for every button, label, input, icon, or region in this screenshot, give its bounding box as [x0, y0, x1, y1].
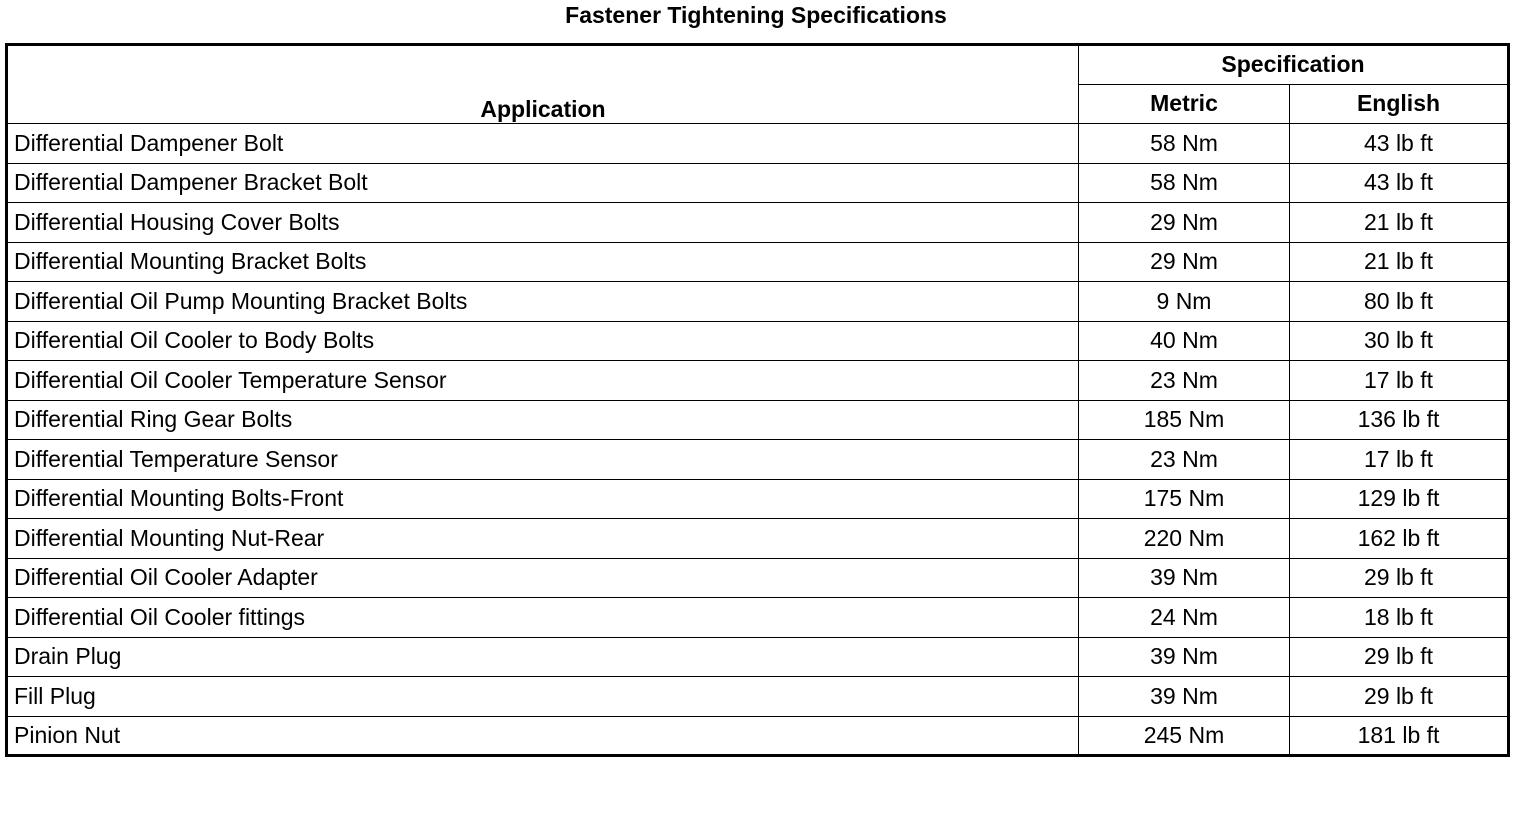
table-row — [7, 321, 1509, 361]
metric-cell: 185 Nm — [1079, 400, 1290, 440]
english-cell: 80 lb ft — [1290, 282, 1509, 322]
application-cell: Differential Oil Pump Mounting Bracket Bolts — [7, 282, 1079, 322]
metric-cell: 245 Nm — [1079, 716, 1290, 756]
english-cell: 129 lb ft — [1290, 479, 1509, 519]
metric-cell: 39 Nm — [1079, 558, 1290, 598]
page-title: Fastener Tightening Specifications — [565, 2, 947, 28]
table-row — [7, 400, 1509, 440]
english-cell: 29 lb ft — [1290, 637, 1509, 677]
metric-cell: 23 Nm — [1079, 361, 1290, 401]
metric-cell: 9 Nm — [1079, 282, 1290, 322]
english-column-header: English — [1290, 84, 1509, 124]
table-row — [7, 242, 1509, 282]
application-cell: Fill Plug — [7, 677, 1079, 717]
metric-cell: 40 Nm — [1079, 321, 1290, 361]
application-cell: Differential Temperature Sensor — [7, 440, 1079, 480]
header-row-top — [7, 45, 1509, 85]
table-row — [7, 598, 1509, 638]
english-cell: 18 lb ft — [1290, 598, 1509, 638]
metric-cell: 58 Nm — [1079, 163, 1290, 203]
table-body — [7, 124, 1509, 756]
table-row — [7, 519, 1509, 559]
application-cell: Differential Oil Cooler Temperature Sensor — [7, 361, 1079, 401]
application-cell: Differential Oil Cooler fittings — [7, 598, 1079, 638]
metric-cell: 23 Nm — [1079, 440, 1290, 480]
english-cell: 21 lb ft — [1290, 203, 1509, 243]
metric-column-header: Metric — [1079, 84, 1290, 124]
table-row — [7, 716, 1509, 756]
table-row — [7, 637, 1509, 677]
english-cell: 17 lb ft — [1290, 361, 1509, 401]
table-row — [7, 440, 1509, 480]
table-row — [7, 479, 1509, 519]
application-cell: Differential Oil Cooler to Body Bolts — [7, 321, 1079, 361]
metric-cell: 39 Nm — [1079, 637, 1290, 677]
metric-cell: 220 Nm — [1079, 519, 1290, 559]
metric-cell: 175 Nm — [1079, 479, 1290, 519]
english-cell: 181 lb ft — [1290, 716, 1509, 756]
metric-cell: 29 Nm — [1079, 242, 1290, 282]
application-column-header: Application — [7, 45, 1079, 124]
application-cell: Differential Dampener Bolt — [7, 124, 1079, 164]
metric-cell: 24 Nm — [1079, 598, 1290, 638]
table-row — [7, 361, 1509, 401]
application-cell: Pinion Nut — [7, 716, 1079, 756]
table-row — [7, 124, 1509, 164]
application-cell: Differential Mounting Bracket Bolts — [7, 242, 1079, 282]
table-header — [7, 45, 1509, 124]
english-cell: 30 lb ft — [1290, 321, 1509, 361]
application-cell: Differential Mounting Nut-Rear — [7, 519, 1079, 559]
application-cell: Differential Mounting Bolts-Front — [7, 479, 1079, 519]
table-row — [7, 677, 1509, 717]
fastener-spec-table — [5, 43, 1510, 757]
english-cell: 136 lb ft — [1290, 400, 1509, 440]
english-cell: 29 lb ft — [1290, 558, 1509, 598]
application-cell: Drain Plug — [7, 637, 1079, 677]
english-cell: 17 lb ft — [1290, 440, 1509, 480]
metric-cell: 39 Nm — [1079, 677, 1290, 717]
metric-cell: 29 Nm — [1079, 203, 1290, 243]
application-cell: Differential Oil Cooler Adapter — [7, 558, 1079, 598]
specification-column-header: Specification — [1079, 45, 1509, 85]
table-row — [7, 558, 1509, 598]
english-cell: 162 lb ft — [1290, 519, 1509, 559]
english-cell: 29 lb ft — [1290, 677, 1509, 717]
english-cell: 43 lb ft — [1290, 124, 1509, 164]
application-cell: Differential Ring Gear Bolts — [7, 400, 1079, 440]
table-row — [7, 282, 1509, 322]
table-row — [7, 203, 1509, 243]
table-row — [7, 163, 1509, 203]
english-cell: 21 lb ft — [1290, 242, 1509, 282]
application-cell: Differential Housing Cover Bolts — [7, 203, 1079, 243]
metric-cell: 58 Nm — [1079, 124, 1290, 164]
application-cell: Differential Dampener Bracket Bolt — [7, 163, 1079, 203]
english-cell: 43 lb ft — [1290, 163, 1509, 203]
